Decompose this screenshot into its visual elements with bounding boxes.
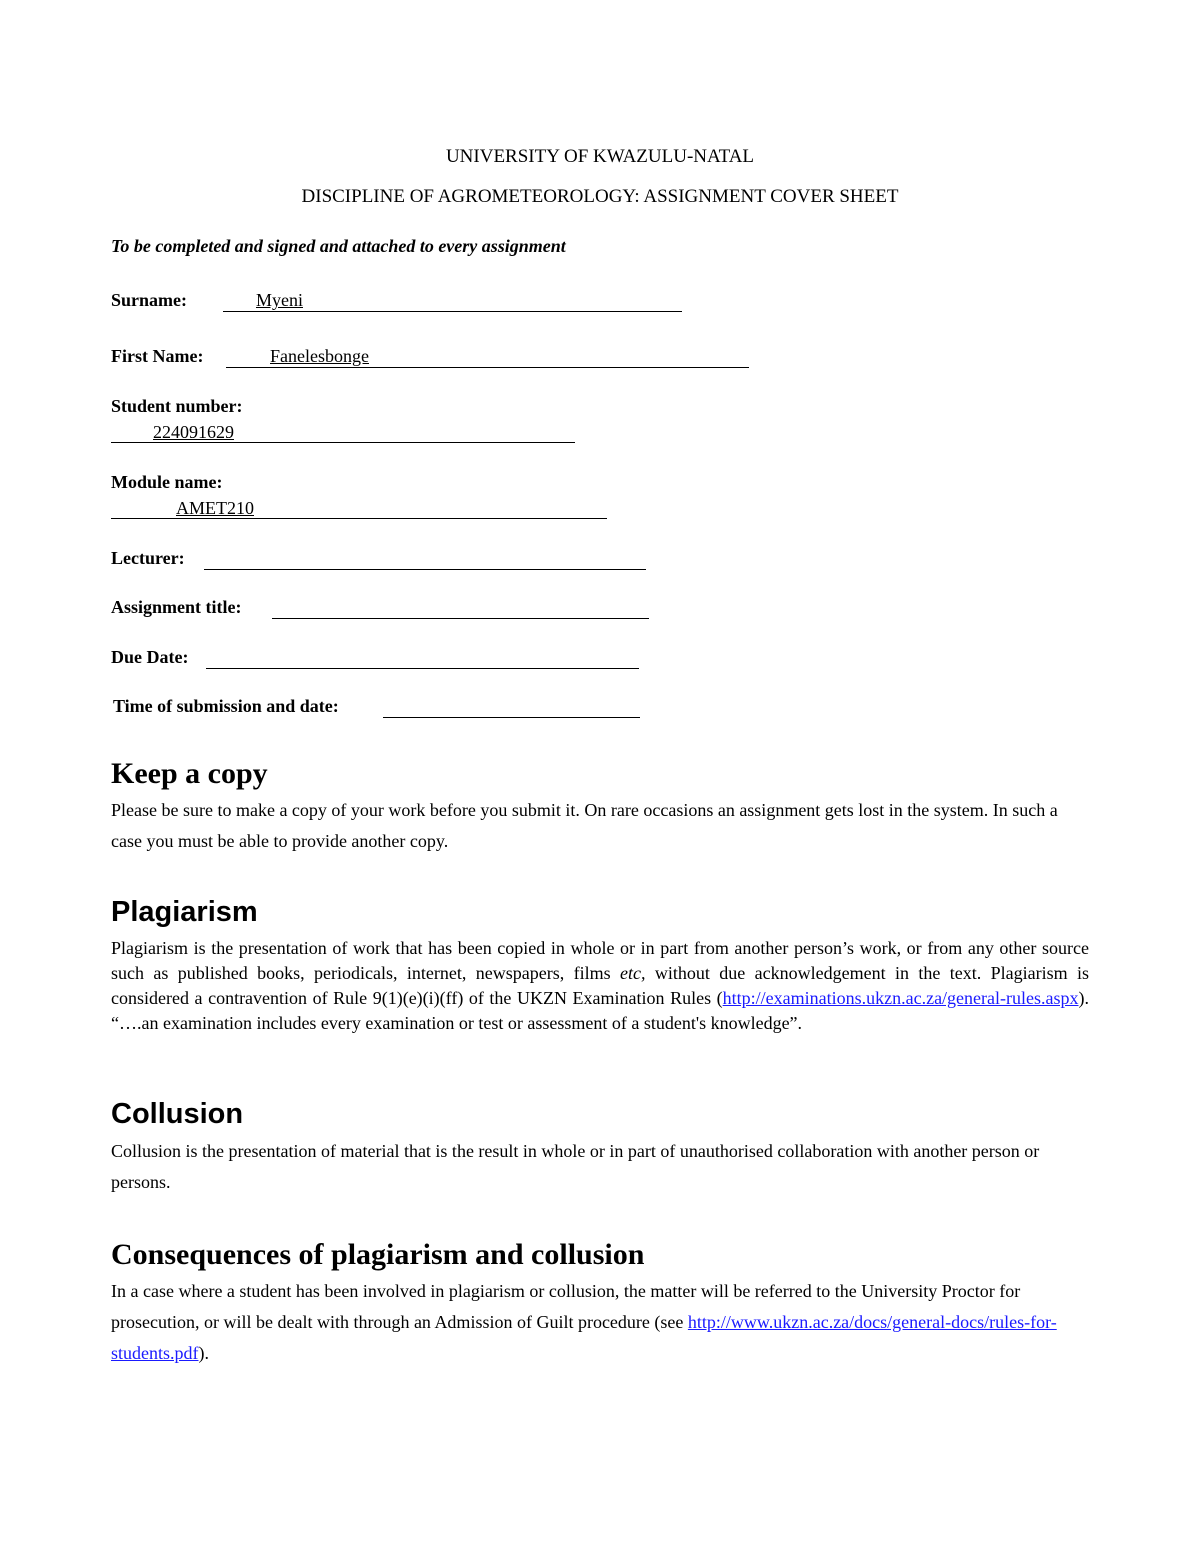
submission-label: Time of submission and date: bbox=[113, 696, 339, 716]
plagiarism-heading: Plagiarism bbox=[111, 896, 258, 928]
due-date-label: Due Date: bbox=[111, 647, 189, 667]
student-number-label: Student number: bbox=[111, 396, 243, 416]
first-name-label: First Name: bbox=[111, 346, 204, 366]
keep-copy-heading: Keep a copy bbox=[111, 757, 268, 790]
assignment-title-line[interactable] bbox=[272, 618, 649, 619]
examination-rules-link[interactable]: http://examinations.ukzn.ac.za/general-rules.aspx bbox=[722, 988, 1079, 1008]
student-number-value[interactable]: 224091629 bbox=[153, 422, 234, 442]
surname-value[interactable]: Myeni bbox=[256, 290, 303, 310]
rules-for-students-link[interactable]: http://www.ukzn.ac.za/docs/general-docs/rules-for-students.pdf bbox=[111, 1312, 1057, 1363]
plagiarism-etc: etc, bbox=[620, 963, 646, 983]
university-title: UNIVERSITY OF KWAZULU-NATAL bbox=[445, 146, 755, 167]
first-name-value[interactable]: Fanelesbonge bbox=[270, 346, 369, 366]
plagiarism-text-part2: without due acknowledgement in the text. Plagiarism is considered a contravention of Rule 9(1)(e)(i)(ff) of the UKZN Examination Rules ( bbox=[111, 963, 1089, 1008]
instruction-text: To be completed and signed and attached to every assignment bbox=[111, 236, 566, 256]
module-name-label: Module name: bbox=[111, 472, 223, 492]
plagiarism-text bbox=[111, 936, 1089, 1036]
plagiarism-text-part1: Plagiarism is the presentation of work that has been copied in whole or in part from another person’s work, or from any other source such as published books, periodicals, internet, newspapers, films bbox=[111, 938, 1089, 983]
due-date-line[interactable] bbox=[206, 668, 639, 669]
plagiarism-text-part3: ). “….an examination includes every examination or test or assessment of a student's knowledge”. bbox=[111, 988, 1089, 1033]
consequences-text-part1: In a case where a student has been involved in plagiarism or collusion, the matter will be referred to the University Proctor for prosecution, or will be dealt with through an Admission of Guilt procedure (see bbox=[111, 1281, 1021, 1332]
assignment-title-label: Assignment title: bbox=[111, 597, 242, 617]
consequences-heading: Consequences of plagiarism and collusion bbox=[111, 1238, 645, 1271]
collusion-heading: Collusion bbox=[111, 1098, 244, 1130]
lecturer-line[interactable] bbox=[204, 569, 646, 570]
consequences-text bbox=[111, 1276, 1089, 1369]
keep-copy-text: Please be sure to make a copy of your work before you submit it. On rare occasions an assignment gets lost in the system. In such a case you must be able to provide another copy. bbox=[111, 800, 1058, 851]
surname-label: Surname: bbox=[111, 290, 187, 310]
collusion-text: Collusion is the presentation of material that is the result in whole or in part of unauthorised collaboration with another person or persons. bbox=[111, 1141, 1040, 1192]
surname-line bbox=[223, 311, 682, 312]
first-name-line bbox=[226, 367, 749, 368]
discipline-title: DISCIPLINE OF AGROMETEOROLOGY: ASSIGNMENT COVER SHEET bbox=[301, 186, 899, 207]
consequences-text-part2: ). bbox=[198, 1343, 209, 1363]
submission-line[interactable] bbox=[383, 717, 640, 718]
lecturer-label: Lecturer: bbox=[111, 548, 185, 568]
module-name-value[interactable]: AMET210 bbox=[176, 498, 254, 518]
